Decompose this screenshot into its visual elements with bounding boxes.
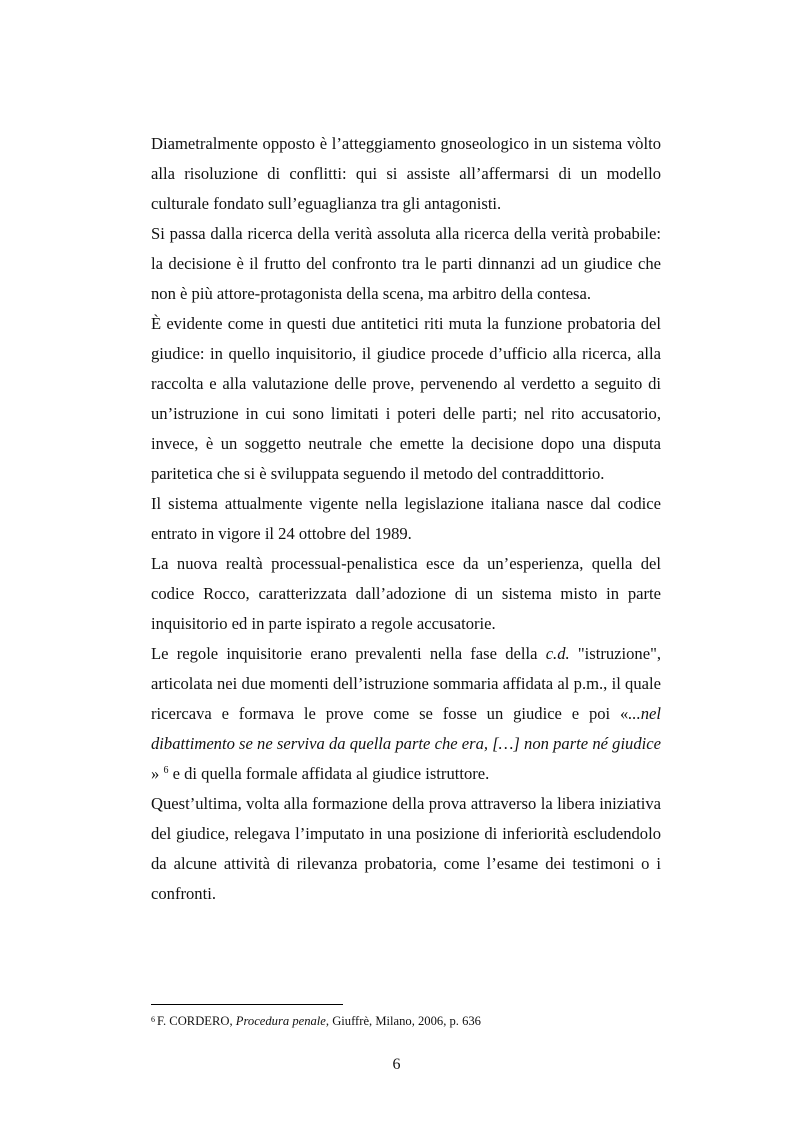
footnote-number: 6	[151, 1015, 155, 1024]
footnote-author-initial: F. C	[157, 1014, 178, 1028]
paragraph-4: Il sistema attualmente vigente nella legislazione italiana nasce dal codice entrato in vigore il 24 ottobre del 1989.	[151, 494, 661, 543]
paragraph-5: La nuova realtà processual-penalistica esce da un’esperienza, quella del codice Rocco, caratterizzata dall’adozione di un sistema misto in parte inquisitorio ed in parte ispirato a regole accusatorie.	[151, 554, 661, 633]
p6-part-a: Le regole inquisitorie erano prevalenti nella fase della	[151, 644, 546, 663]
footnote-author-rest: ORDERO	[177, 1014, 230, 1028]
paragraph-2: Si passa dalla ricerca della verità assoluta alla ricerca della verità probabile: la decisione è il frutto del confronto tra le parti dinnanzi ad un giudice che non è più attore-protagonista della scena, ma arbitro della contesa.	[151, 224, 661, 303]
paragraph-3: È evidente come in questi due antitetici riti muta la funzione probatoria del giudice: in quello inquisitorio, il giudice procede d’ufficio alla ricerca, alla raccolta e alla valutazione delle prove, pervenendo al verdetto a seguito di un’istruzione in cui sono limitati i poteri delle parti; nel rito accusatorio, invece, è un soggetto neutrale che emette la decisione dopo una disputa paritetica che si è sviluppata seguendo il metodo del contraddittorio.	[151, 314, 661, 483]
cd-abbreviation: c.d.	[545, 644, 570, 663]
footnote-divider	[151, 1004, 343, 1005]
p6-part-f: e di quella formale affidata al giudice istruttore.	[168, 764, 490, 783]
footnote	[151, 1013, 661, 1029]
footnote-title: Procedura penale	[235, 1014, 326, 1028]
footnote-sep: ,	[229, 1014, 236, 1028]
p6-part-e: »	[151, 764, 160, 783]
paragraph-1: Diametralmente opposto è l’atteggiamento gnoseologico in un sistema vòlto alla risoluzione di conflitti: qui si assiste all’affermarsi di un modello culturale fondato sull’eguaglianza tra gli antagonisti.	[151, 134, 661, 213]
footnote-rest: , Giuffrè, Milano, 2006, p. 636	[325, 1014, 481, 1028]
page-number: 6	[392, 1056, 401, 1073]
paragraph-7: Quest’ultima, volta alla formazione della prova attraverso la libera iniziativa del giudice, relegava l’imputato in una posizione di inferiorità escludendolo da alcune attività di rilevanza probatoria, come l’esame dei testimoni o i confronti.	[151, 794, 661, 903]
p6-part-c: "istruzione", articolata nei due momenti dell’istruzione sommaria affidata al p.m., il quale ricercava e formava le prove come se fosse un giudice e poi «	[151, 644, 662, 723]
footnote-reference[interactable]: 6	[163, 765, 169, 776]
quotation: ...nel dibattimento se ne serviva da quella parte che era, […] non parte né giudice	[151, 704, 661, 753]
body-text	[151, 129, 661, 909]
paragraph-6	[151, 639, 661, 789]
